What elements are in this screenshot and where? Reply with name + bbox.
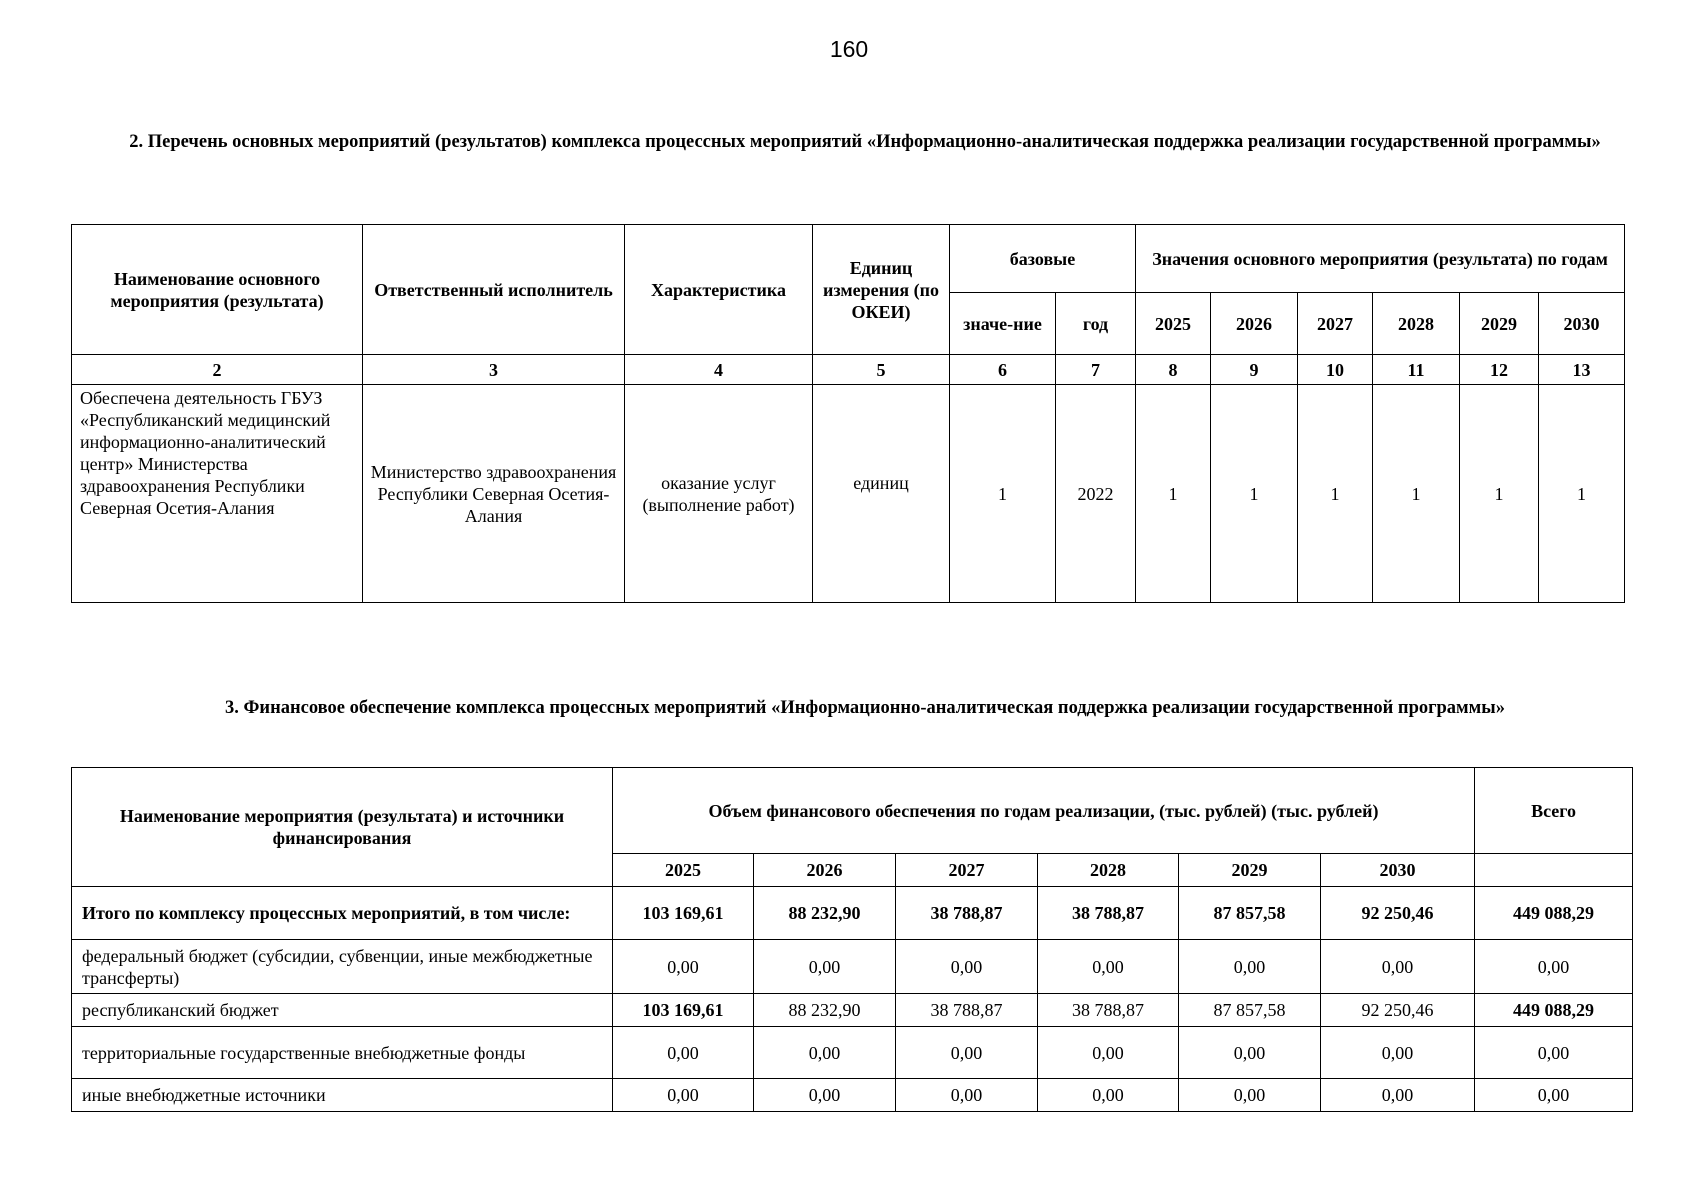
header-year: 2027 xyxy=(896,854,1038,887)
column-number: 6 xyxy=(950,355,1056,385)
header-base: базовые xyxy=(950,225,1136,293)
activity-unit: единиц xyxy=(813,385,950,603)
activity-executor: Министерство здравоохранения Республики Северная Осетия-Алания xyxy=(363,385,625,603)
value-cell: 0,00 xyxy=(1179,1079,1321,1112)
row-label-territorial-funds: территориальные государственные внебюджетные фонды xyxy=(72,1027,613,1079)
value-cell: 0,00 xyxy=(1038,940,1179,994)
header-year: 2029 xyxy=(1460,293,1539,355)
header-year: 2028 xyxy=(1038,854,1179,887)
value-cell: 38 788,87 xyxy=(1038,994,1179,1027)
value-cell: 87 857,58 xyxy=(1179,994,1321,1027)
header-financing-volume: Объем финансового обеспечения по годам реализации, (тыс. рублей) (тыс. рублей) xyxy=(613,768,1475,854)
header-financing-name: Наименование мероприятия (результата) и источники финансирования xyxy=(72,768,613,887)
value-cell: 0,00 xyxy=(754,1027,896,1079)
value-cell: 0,00 xyxy=(1179,940,1321,994)
activity-value: 1 xyxy=(1298,385,1373,603)
header-year: 2030 xyxy=(1539,293,1625,355)
header-executor: Ответственный исполнитель xyxy=(363,225,625,355)
header-year: 2026 xyxy=(754,854,896,887)
header-values-by-year: Значения основного мероприятия (результата) по годам xyxy=(1136,225,1625,293)
value-cell: 0,00 xyxy=(896,1079,1038,1112)
value-cell: 103 169,61 xyxy=(613,887,754,940)
activity-value: 1 xyxy=(1211,385,1298,603)
row-label-other-sources: иные внебюджетные источники xyxy=(72,1079,613,1112)
row-label-federal: федеральный бюджет (субсидии, субвенции, иные межбюджетные трансферты) xyxy=(72,940,613,994)
activity-characteristic: оказание услуг (выполнение работ) xyxy=(625,385,813,603)
value-cell: 0,00 xyxy=(1321,1079,1475,1112)
section-2-title: 2. Перечень основных мероприятий (результатов) комплекса процессных мероприятий «Информационно-аналитическая поддержка реализации государственной программы» xyxy=(129,132,1601,152)
activity-value: 1 xyxy=(1136,385,1211,603)
header-base-year: год xyxy=(1056,293,1136,355)
value-cell: 0,00 xyxy=(1038,1027,1179,1079)
financing-table xyxy=(71,767,1633,1112)
value-cell: 0,00 xyxy=(1038,1079,1179,1112)
header-total: Всего xyxy=(1475,768,1633,854)
total-cell: 449 088,29 xyxy=(1475,994,1633,1027)
column-number: 10 xyxy=(1298,355,1373,385)
value-cell: 88 232,90 xyxy=(754,994,896,1027)
activity-name: Обеспечена деятельность ГБУЗ «Республиканский медицинский информационно-аналитический центр» Министерства здравоохранения Республики Северная Осетия-Алания xyxy=(72,385,363,603)
header-year: 2025 xyxy=(613,854,754,887)
value-cell: 0,00 xyxy=(1179,1027,1321,1079)
column-number: 5 xyxy=(813,355,950,385)
section-3-title: 3. Финансовое обеспечение комплекса процессных мероприятий «Информационно-аналитическая поддержка реализации государственной программы» xyxy=(225,698,1505,718)
value-cell: 0,00 xyxy=(613,1027,754,1079)
column-number: 7 xyxy=(1056,355,1136,385)
column-number: 2 xyxy=(72,355,363,385)
value-cell: 88 232,90 xyxy=(754,887,896,940)
column-number: 11 xyxy=(1373,355,1460,385)
row-label-total: Итого по комплексу процессных мероприятий, в том числе: xyxy=(72,887,613,940)
column-number: 4 xyxy=(625,355,813,385)
value-cell: 0,00 xyxy=(613,940,754,994)
activities-table xyxy=(71,224,1625,603)
value-cell: 87 857,58 xyxy=(1179,887,1321,940)
activity-value: 1 xyxy=(1373,385,1460,603)
total-cell: 449 088,29 xyxy=(1475,887,1633,940)
value-cell: 0,00 xyxy=(754,1079,896,1112)
value-cell: 103 169,61 xyxy=(613,994,754,1027)
header-unit: Единиц измерения (по ОКЕИ) xyxy=(813,225,950,355)
activity-value: 1 xyxy=(1539,385,1625,603)
column-number: 8 xyxy=(1136,355,1211,385)
value-cell: 0,00 xyxy=(896,940,1038,994)
activity-base-year: 2022 xyxy=(1056,385,1136,603)
column-number: 9 xyxy=(1211,355,1298,385)
column-number: 3 xyxy=(363,355,625,385)
row-label-republican: республиканский бюджет xyxy=(72,994,613,1027)
header-activity-name: Наименование основного мероприятия (результата) xyxy=(72,225,363,355)
value-cell: 92 250,46 xyxy=(1321,887,1475,940)
header-total-empty xyxy=(1475,854,1633,887)
header-year: 2028 xyxy=(1373,293,1460,355)
value-cell: 0,00 xyxy=(613,1079,754,1112)
header-year: 2025 xyxy=(1136,293,1211,355)
value-cell: 0,00 xyxy=(1321,1027,1475,1079)
page-number: 160 xyxy=(829,36,869,62)
total-cell: 0,00 xyxy=(1475,1027,1633,1079)
column-number: 12 xyxy=(1460,355,1539,385)
total-cell: 0,00 xyxy=(1475,1079,1633,1112)
activity-value: 1 xyxy=(1460,385,1539,603)
value-cell: 92 250,46 xyxy=(1321,994,1475,1027)
value-cell: 0,00 xyxy=(1321,940,1475,994)
header-year: 2027 xyxy=(1298,293,1373,355)
total-cell: 0,00 xyxy=(1475,940,1633,994)
column-number: 13 xyxy=(1539,355,1625,385)
header-year: 2030 xyxy=(1321,854,1475,887)
header-characteristic: Характеристика xyxy=(625,225,813,355)
value-cell: 0,00 xyxy=(896,1027,1038,1079)
value-cell: 38 788,87 xyxy=(896,994,1038,1027)
value-cell: 38 788,87 xyxy=(896,887,1038,940)
header-year: 2029 xyxy=(1179,854,1321,887)
activity-base-value: 1 xyxy=(950,385,1056,603)
header-year: 2026 xyxy=(1211,293,1298,355)
value-cell: 38 788,87 xyxy=(1038,887,1179,940)
header-base-value: значе-ние xyxy=(950,293,1056,355)
value-cell: 0,00 xyxy=(754,940,896,994)
